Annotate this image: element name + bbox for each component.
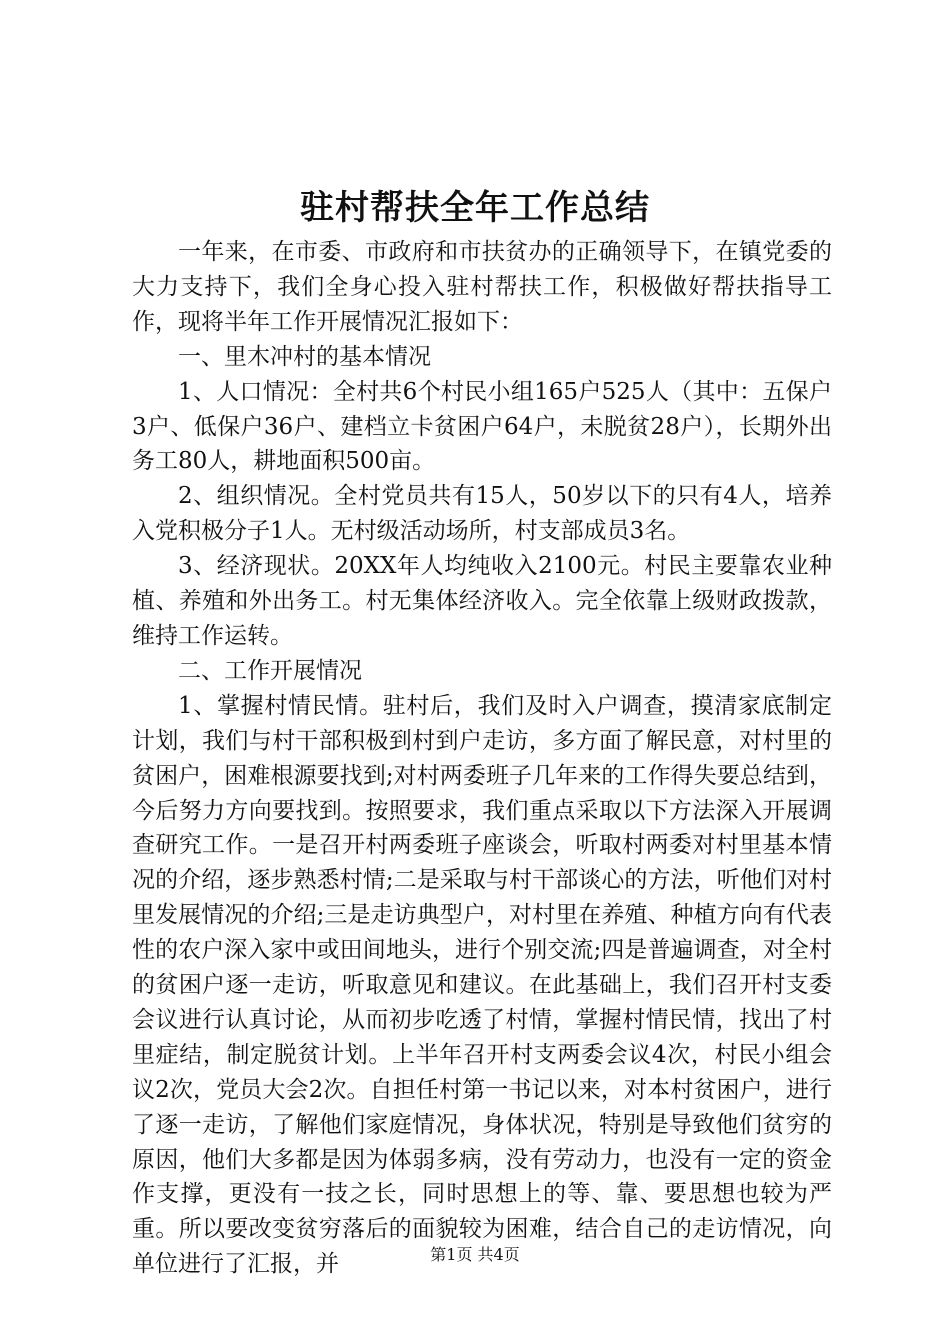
paragraph-population: 1、人口情况：全村共6个村民小组165户525人（其中：五保户3户、低保户36户、建档立卡贫困户64户，未脱贫28户），长期外出务工80人，耕地面积500亩。 [132, 378, 832, 475]
section-heading-work-progress: 二、工作开展情况 [178, 657, 362, 684]
document-title: 驻村帮扶全年工作总结 [300, 188, 650, 228]
intro-paragraph: 一年来，在市委、市政府和市扶贫办的正确领导下，在镇党委的大力支持下，我们全身心投入驻村帮扶工作，积极做好帮扶指导工作，现将半年工作开展情况汇报如下： [132, 239, 832, 335]
paragraph-economy: 3、经济现状。20XX年人均纯收入2100元。村民主要靠农业种植、养殖和外出务工。村无集体经济收入。完全依靠上级财政拨款，维持工作运转。 [132, 553, 832, 649]
page-number-footer: 第1页 共4页 [430, 1245, 520, 1264]
paragraph-organization: 2、组织情况。全村党员共有15人，50岁以下的只有4人，培养入党积极分子1人。无村级活动场所，村支部成员3名。 [132, 483, 832, 545]
document-body [132, 235, 832, 1282]
paragraph-village-survey: 1、掌握村情民情。驻村后，我们及时入户调查，摸清家底制定计划，我们与村干部积极到村到户走访，多方面了解民意，对村里的贫困户，困难根源要找到;对村两委班子几年来的工作得失要总结到，今后努力方向要找到。按照要求，我们重点采取以下方法深入开展调查研究工作。一是召开村两委班子座谈会，听取村两委对村里基本情况的介绍，逐步熟悉村情;二是采取与村干部谈心的方法，听他们对村里发展情况的介绍;三是走访典型户，对村里在养殖、种植方向有代表性的农户深入家中或田间地头，进行个别交流;四是普遍调查，对全村的贫困户逐一走访，听取意见和建议。在此基础上，我们召开村支委会议进行认真讨论，从而初步吃透了村情，掌握村情民情，找出了村里症结，制定脱贫计划。上半年召开村支两委会议4次，村民小组会议2次，党员大会2次。自担任村第一书记以来，对本村贫困户，进行了逐一走访，了解他们家庭情况，身体状况，特别是导致他们贫穷的原因，他们大多都是因为体弱多病，没有劳动力，也没有一定的资金作支撑，更没有一技之长，同时思想上的等、靠、要思想也较为严重。所以要改变贫穷落后的面貌较为困难，结合自己的走访情况，向单位进行了汇报，并 [132, 692, 832, 1278]
section-heading-basic-info: 一、里木冲村的基本情况 [178, 343, 431, 370]
